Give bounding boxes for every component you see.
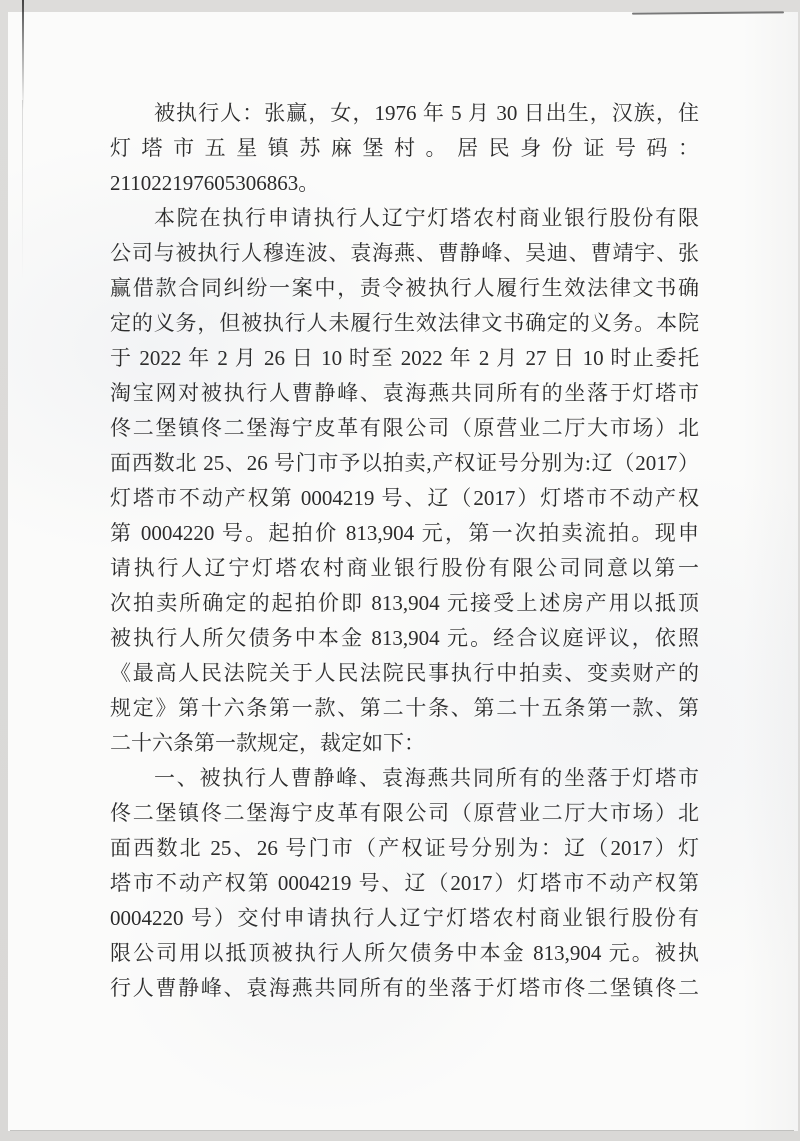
paragraph-defendant-info <box>110 96 699 201</box>
text-line: 二十六条第一款规定，裁定如下： <box>110 731 425 755</box>
text-line: 佟二堡镇佟二堡海宁皮革有限公司（原营业二厅大市场）北 <box>110 801 699 825</box>
text-line: 于 2022 年 2 月 26 日 10 时至 2022 年 2 月 27 日 10 时止委托 <box>110 346 699 370</box>
text-line: 次拍卖所确定的起拍价即 813,904 元接受上述房产用以抵顶 <box>110 591 699 615</box>
text-line: 本院在执行申请执行人辽宁灯塔农村商业银行股份有限 <box>154 206 699 230</box>
text-line: 灯塔市不动产权第 0004219 号、辽（2017）灯塔市不动产权 <box>110 486 699 510</box>
text-line: 第 0004220 号。起拍价 813,904 元，第一次拍卖流拍。现申 <box>110 521 699 545</box>
text-line: 塔市不动产权第 0004219 号、辽（2017）灯塔市不动产权第 <box>110 871 699 895</box>
text-line: 面西数北 25、26 号门市（产权证号分别为：辽（2017）灯 <box>110 836 699 860</box>
text-line: 淘宝网对被执行人曹静峰、袁海燕共同所有的坐落于灯塔市 <box>110 381 699 405</box>
scan-artifact-left-scratch-faint <box>22 100 23 280</box>
text-line: 赢借款合同纠纷一案中，责令被执行人履行生效法律文书确 <box>110 276 699 300</box>
text-line: 规定》第十六条第一款、第二十条、第二十五条第一款、第 <box>110 696 699 720</box>
text-line: 一、被执行人曹静峰、袁海燕共同所有的坐落于灯塔市 <box>154 766 699 790</box>
text-line: 限公司用以抵顶被执行人所欠债务中本金 813,904 元。被执 <box>110 941 699 965</box>
text-line: 面西数北 25、26 号门市予以拍卖,产权证号分别为:辽（2017） <box>110 451 699 475</box>
text-line: 被执行人：张赢，女，1976 年 5 月 30 日出生，汉族，住 <box>154 101 699 125</box>
text-line: 灯塔市五星镇苏麻堡村。居民身份证号码： <box>110 136 699 160</box>
text-line: 211022197605306863。 <box>110 171 320 195</box>
text-line: 定的义务，但被执行人未履行生效法律文书确定的义务。本院 <box>110 311 699 335</box>
text-line: 0004220 号）交付申请执行人辽宁灯塔农村商业银行股份有 <box>110 906 699 930</box>
paragraph-ruling-item-one <box>110 761 699 1006</box>
document-body-text <box>110 96 699 1006</box>
text-line: 公司与被执行人穆连波、袁海燕、曹静峰、吴迪、曹靖宇、张 <box>110 241 699 265</box>
text-line: 《最高人民法院关于人民法院民事执行中拍卖、变卖财产的 <box>110 661 699 685</box>
paragraph-case-background <box>110 201 699 761</box>
text-line: 佟二堡镇佟二堡海宁皮革有限公司（原营业二厅大市场）北 <box>110 416 699 440</box>
scan-artifact-bottom-edge-line <box>10 1130 794 1131</box>
scan-artifact-left-scratch <box>22 0 24 110</box>
text-line: 被执行人所欠债务中本金 813,904 元。经合议庭评议，依照 <box>110 626 699 650</box>
text-line: 请执行人辽宁灯塔农村商业银行股份有限公司同意以第一 <box>110 556 699 580</box>
text-line: 行人曹静峰、袁海燕共同所有的坐落于灯塔市佟二堡镇佟二 <box>110 976 699 1000</box>
